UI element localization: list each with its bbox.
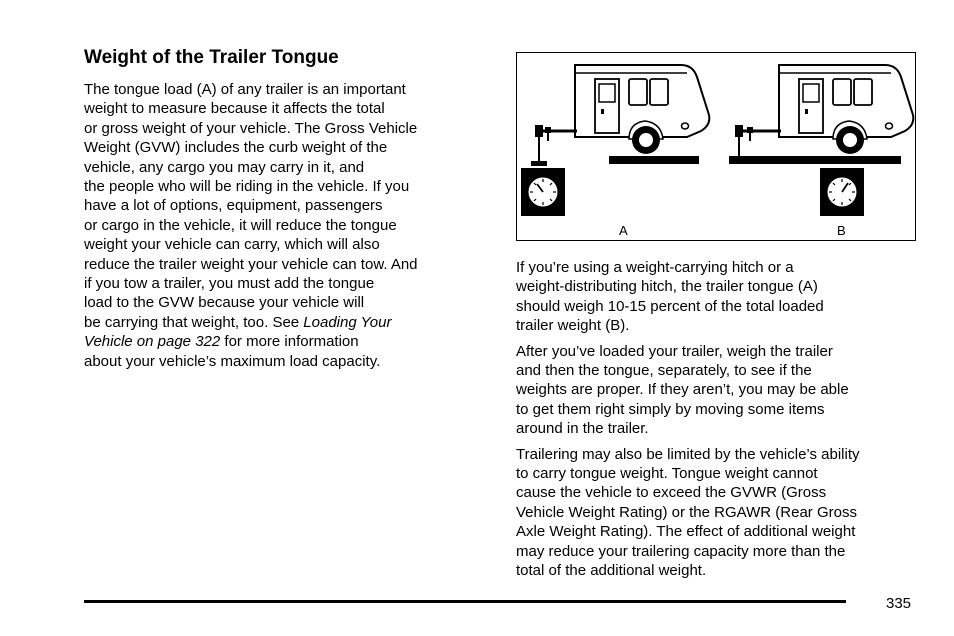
text-line: total of the additional weight. [516, 562, 707, 580]
trailer-weighing-illustration [516, 52, 916, 241]
text-fragment: be carrying that weight, too. See [84, 313, 304, 331]
text-fragment: for more information [220, 333, 359, 351]
scene-total-weight [729, 65, 913, 216]
text-line: the people who will be riding in the vehicle. If you [84, 178, 410, 196]
text-line: After you’ve loaded your trailer, weigh the trailer [516, 342, 833, 360]
door-window [803, 84, 819, 102]
ground-bar [609, 156, 699, 164]
right-column-text [516, 258, 921, 587]
text-line: and then the tongue, separately, to see if the [516, 362, 812, 380]
cross-reference-link[interactable]: Loading Your [303, 313, 392, 331]
marker-light [886, 123, 893, 129]
figure-label-b: B [837, 223, 846, 238]
scene-tongue-weight [521, 65, 709, 216]
cross-reference-link[interactable]: Vehicle on page 322 [84, 333, 221, 351]
illustration-drawing [517, 53, 915, 240]
figure-label-a: A [619, 223, 628, 238]
text-line: weights are proper. If they aren’t, you may be able [516, 381, 849, 399]
text-line: cause the vehicle to exceed the GVWR (Gross [516, 484, 827, 502]
text-line: weight to measure because it affects the total [84, 100, 385, 118]
text-line: trailer weight (B). [516, 317, 630, 335]
text-line: may reduce your trailering capacity more than the [516, 542, 846, 560]
text-line: if you tow a trailer, you must add the tongue [84, 275, 375, 293]
paragraph [516, 342, 921, 439]
wheel-hub [639, 133, 653, 147]
text-line: Vehicle Weight Rating) or the RGAWR (Rear Gross [516, 503, 857, 521]
text-line: If you’re using a weight-carrying hitch or a [516, 259, 794, 276]
text-line: to carry tongue weight. Tongue weight cannot [516, 465, 818, 483]
text-line: weight-distributing hitch, the trailer tongue (A) [516, 278, 818, 296]
paragraph [516, 258, 921, 336]
text-line: have a lot of options, equipment, passengers [84, 197, 383, 215]
paragraph [516, 445, 921, 581]
trailer-window [650, 79, 668, 105]
trailer-window [629, 79, 647, 105]
text-line: load to the GVW because your vehicle will [84, 294, 365, 312]
text-line: vehicle, any cargo you may carry in it, and [84, 158, 365, 176]
section-heading: Weight of the Trailer Tongue [84, 47, 339, 68]
text-line: Trailering may also be limited by the vehicle’s ability [516, 445, 860, 463]
hitch-coupler [735, 125, 743, 137]
door-handle [805, 109, 808, 114]
wheel-hub [843, 133, 857, 147]
left-column-text [84, 80, 494, 371]
marker-light [682, 123, 689, 129]
text-line [84, 332, 494, 351]
text-line: to get them right simply by moving some items [516, 400, 825, 418]
door-handle [601, 109, 604, 114]
page-number: 335 [886, 595, 912, 612]
scale-platform [531, 161, 547, 166]
text-line: The tongue load (A) of any trailer is an important [84, 81, 406, 98]
hitch-jack [545, 127, 551, 133]
trailer-window [854, 79, 872, 105]
trailer-window [833, 79, 851, 105]
ground-bar [729, 156, 901, 164]
text-line: about your vehicle’s maximum load capacity. [84, 352, 381, 370]
text-line: Weight (GVW) includes the curb weight of the [84, 139, 388, 157]
text-line: or cargo in the vehicle, it will reduce the tongue [84, 216, 397, 234]
text-line: should weigh 10-15 percent of the total loaded [516, 297, 824, 315]
hitch-coupler [535, 125, 543, 137]
footer-rule [84, 600, 846, 603]
text-line: or gross weight of your vehicle. The Gross Vehicle [84, 119, 418, 137]
text-line: reduce the trailer weight your vehicle can tow. And [84, 255, 418, 273]
text-line: weight your vehicle can carry, which will also [84, 236, 380, 254]
text-line: Axle Weight Rating). The effect of additional weight [516, 523, 856, 541]
hitch-jack [747, 127, 753, 133]
door-window [599, 84, 615, 102]
text-line: around in the trailer. [516, 420, 649, 438]
text-line [84, 313, 494, 332]
